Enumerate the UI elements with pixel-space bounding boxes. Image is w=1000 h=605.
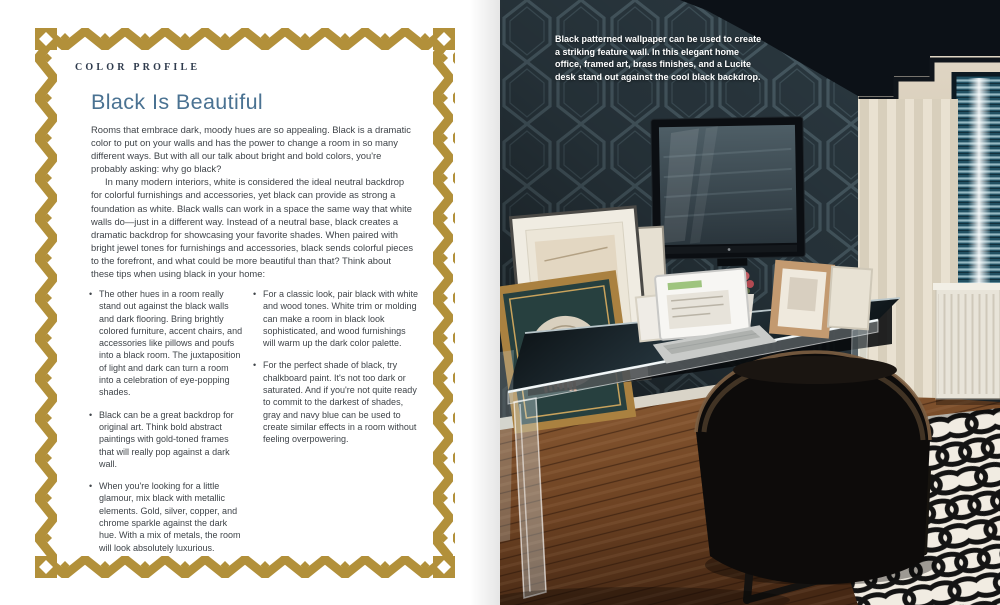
tips-column-left: [89, 288, 245, 564]
tip-item: • For a classic look, pair black with white and wood tones. White trim or molding can make a room in black look sophisticated, and wood furnishings will warm up the dark color palette.: [253, 288, 419, 349]
intro-paragraph-2: In many modern interiors, white is considered the ideal neutral backdrop for colorful furnishings and accessories, yet black can provide as strong a foundation as white. Black walls can work in a space the same way that white walls do—just in a different way. Instead of a neutral base, black creates a dramatic backdrop for showcasing your favorite shades. When paired with bright jewel tones for furnishings and accessories, black sends colorful pieces to the forefront, and what could be more beautiful than that? Think about these tips when using black in your home:: [91, 176, 414, 280]
tips-column-right: [253, 288, 419, 456]
room-photo: [500, 0, 1000, 605]
tip-item: • When you're looking for a little glamour, mix black with metallic elements. Gold, silver, copper, and chrome sparkle against the dark hue. With a mix of metals, the room will look absolutely luxurious.: [89, 480, 245, 554]
kicker: COLOR PROFILE: [75, 62, 201, 73]
tip-item: • The other hues in a room really stand out against the black walls and dark flooring. Bring brightly colored furniture, accent chairs, and accessories like pillows and poufs into a black room. The juxtaposition of light and dark can turn a room into a celebration of eye-popping shades.: [89, 288, 245, 399]
intro-text: [91, 123, 416, 280]
radiator: [933, 283, 1000, 405]
barrel-chair: [696, 352, 935, 600]
tv: [651, 117, 806, 268]
photo-caption: Black patterned wallpaper can be used to create a striking feature wall. In this elegant home office, framed art, brass finishes, and a Lucite desk stand out against the cool black backdrop.: [555, 34, 762, 82]
tip-item: • Black can be a great backdrop for original art. Think bold abstract paintings with gold-toned frames that will really pop against a dark wall.: [89, 409, 245, 470]
tip-item: • For the perfect shade of black, try chalkboard paint. It's not too dark or saturated. And if you're not quite ready to commit to the darkest of shades, gray and navy blue can be used to create similar effects in a room without feeling overpowering.: [253, 359, 419, 445]
window-blinds: [952, 72, 1000, 292]
page-title: Black Is Beautiful: [91, 90, 264, 114]
page-right-photo: [500, 0, 1000, 605]
intro-paragraph-1: Rooms that embrace dark, moody hues are so appealing. Black is a dramatic color to put on your walls and has the power to change a room in so many different ways. But with all our talk about bright and bold colors, you're probably asking: why go black?: [91, 124, 411, 175]
